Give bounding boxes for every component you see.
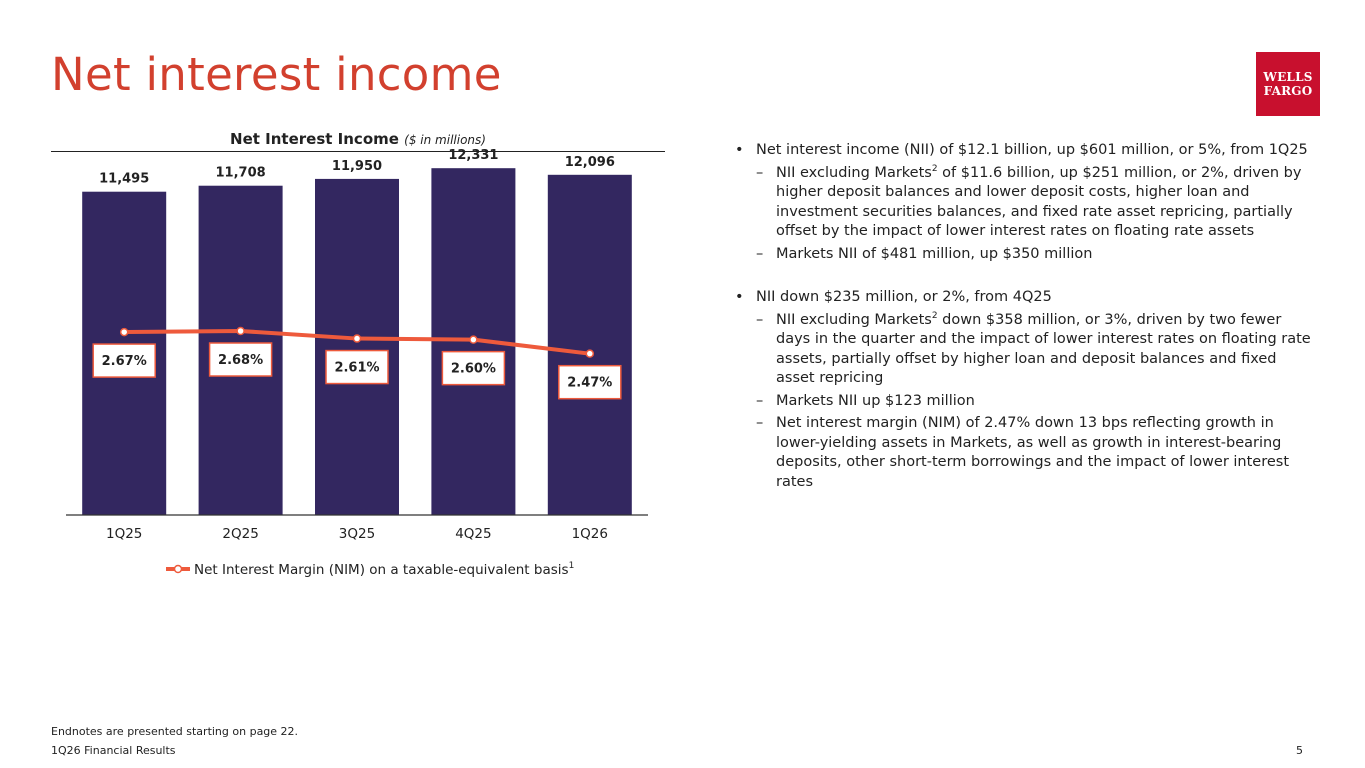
commentary-bullets	[735, 141, 1315, 492]
page-number: 5	[1296, 744, 1303, 757]
sub-bullet-item: – NII excluding Markets$^2$ down $358 million, or 3%, driven by two fewer days in the quarter and the impact of lower interest rates on floating rate assets, partially offset by higher loan and deposit balances and fixed asset repricing	[735, 311, 1315, 389]
chart-title: Net Interest Income	[230, 130, 399, 148]
nim-value-label: 2.68%	[218, 353, 264, 368]
bar-3Q25	[315, 179, 399, 515]
bullet-item: • Net interest income (NII) of $12.1 billion, up $601 million, or 5%, from 1Q25	[735, 141, 1315, 161]
x-tick-label: 2Q25	[222, 526, 259, 542]
legend-footnote-marker: 1	[568, 561, 575, 571]
bar-value-label: 11,950	[331, 158, 383, 174]
bullet-item: • NII down $235 million, or 2%, from 4Q25	[735, 288, 1315, 308]
legend-nim-marker	[175, 566, 182, 573]
nii-chart	[0, 0, 700, 600]
x-tick-label: 4Q25	[455, 526, 492, 542]
nim-point	[586, 350, 593, 357]
nim-value-label: 2.47%	[567, 375, 613, 391]
nim-point	[237, 328, 244, 335]
bar-1Q26	[548, 175, 632, 515]
page-title: Net interest income	[51, 48, 502, 101]
endnote: Endnotes are presented starting on page 22.	[51, 725, 299, 738]
logo-line-2: FARGO	[1263, 84, 1313, 98]
nim-point	[354, 335, 361, 342]
bullet-gap	[735, 264, 1315, 288]
footnote-marker: 2	[931, 163, 938, 174]
bar-value-label: 12,331	[448, 148, 499, 164]
logo-line-1: WELLS	[1263, 70, 1313, 84]
sub-bullet-item: – Net interest margin (NIM) of 2.47% down 13 bps reflecting growth in lower-yielding assets in Markets, as well as growth in interest-bearing deposits, other short-term borrowings and the impact of lower interest rates	[735, 414, 1315, 492]
chart-subtitle: ($ in millions)	[404, 133, 486, 147]
footnote-marker: 2	[931, 310, 938, 321]
bar-value-label: 11,708	[215, 165, 266, 181]
nim-value-label: 2.61%	[334, 360, 380, 376]
nim-value-label: 2.60%	[450, 361, 496, 377]
x-tick-label: 3Q25	[338, 526, 376, 542]
legend-nim-label: Net Interest Margin (NIM) on a taxable-equivalent basis$^1$	[194, 561, 575, 578]
nim-point	[121, 329, 128, 336]
nim-value-label: 2.67%	[101, 354, 147, 370]
sub-bullet-item: – Markets NII of $481 million, up $350 million	[735, 245, 1315, 265]
sub-bullet-item: – NII excluding Markets$^2$ of $11.6 billion, up $251 million, or 2%, driven by higher deposit balances and lower deposit costs, higher loan and investment securities balances, and fixed rate asset repricing, partially offset by the impact of lower interest rates on floating rate assets	[735, 164, 1315, 242]
footer-report-name: 1Q26 Financial Results	[51, 744, 176, 757]
x-tick-label: 1Q26	[571, 526, 609, 542]
nim-point	[470, 336, 477, 343]
sub-bullet-item: – Markets NII up $123 million	[735, 392, 1315, 412]
bar-value-label: 12,096	[564, 154, 615, 170]
bar-value-label: 11,495	[99, 171, 150, 187]
wells-fargo-logo	[1256, 52, 1320, 116]
x-tick-label: 1Q25	[105, 526, 143, 542]
